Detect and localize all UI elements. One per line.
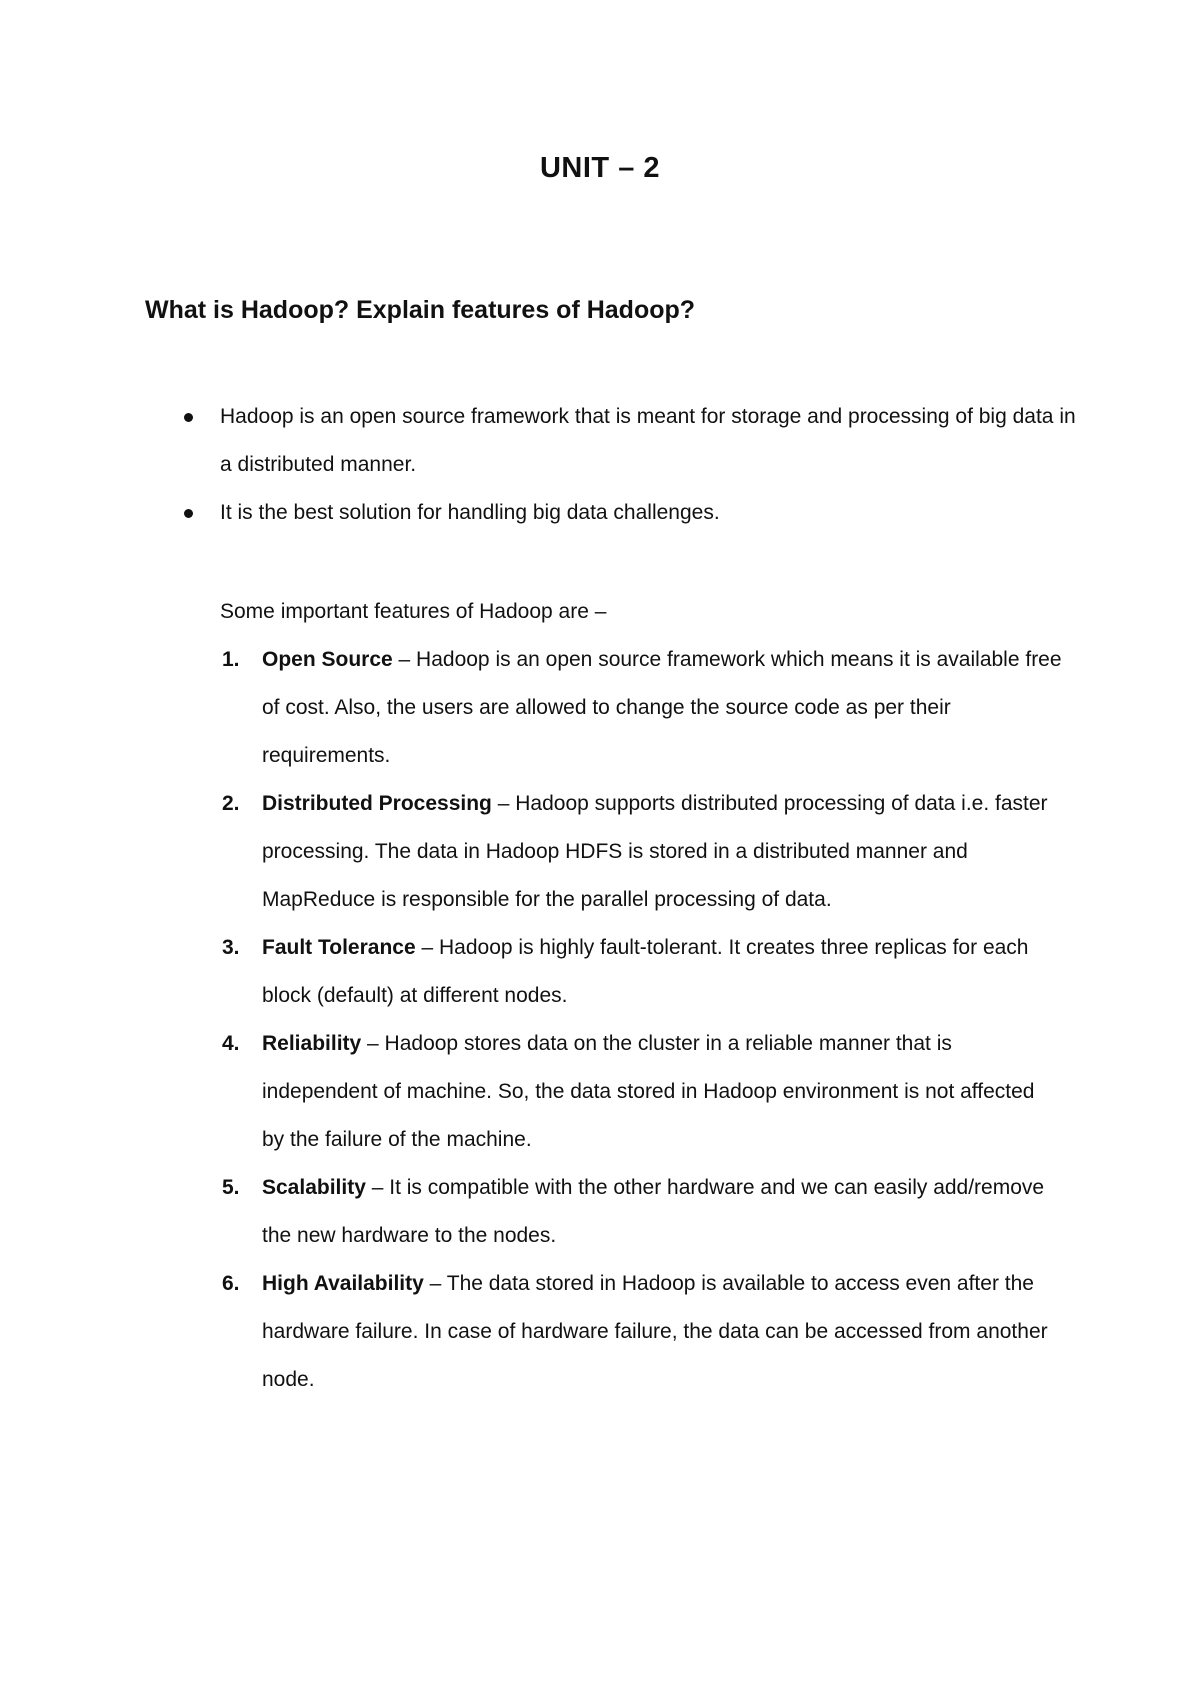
feature-name: High Availability <box>262 1272 424 1295</box>
feature-description: – Hadoop is highly fault-tolerant. It creates three replicas for each block (default) at different nodes. <box>262 936 1029 1007</box>
feature-name: Distributed Processing <box>262 792 492 815</box>
feature-name: Scalability <box>262 1176 366 1199</box>
feature-description: – Hadoop stores data on the cluster in a reliable manner that is independent of machine. So, the data stored in Hadoop environment is not affected by the failure of the machine. <box>262 1032 1035 1151</box>
bullet-dot-icon <box>184 509 193 518</box>
feature-item-scalability <box>222 1164 1062 1260</box>
unit-title: UNIT – 2 <box>539 152 661 184</box>
feature-item-open-source <box>222 636 1062 780</box>
feature-description: – It is compatible with the other hardware and we can easily add/remove the new hardware to the nodes. <box>262 1176 1045 1247</box>
feature-item-high-availability <box>222 1260 1062 1404</box>
feature-number: 1. <box>222 648 240 671</box>
feature-name: Open Source <box>262 648 393 671</box>
feature-item-fault-tolerance <box>222 924 1062 1020</box>
features-list <box>222 636 1062 1404</box>
bullet-list <box>180 393 1080 537</box>
feature-description: – Hadoop is an open source framework which means it is available free of cost. Also, the users are allowed to change the source code as per their requirements. <box>262 648 1062 767</box>
bullet-item <box>180 393 1080 489</box>
bullet-dot-icon <box>184 413 193 422</box>
feature-description: – Hadoop supports distributed processing of data i.e. faster processing. The data in Hadoop HDFS is stored in a distributed manner and MapReduce is responsible for the parallel processing of data. <box>262 792 1048 911</box>
feature-number: 6. <box>222 1272 240 1295</box>
feature-number: 5. <box>222 1176 240 1199</box>
feature-name: Fault Tolerance <box>262 936 416 959</box>
question-heading: What is Hadoop? Explain features of Hadoop? <box>145 296 696 324</box>
bullet-text: Hadoop is an open source framework that is meant for storage and processing of big data in a distributed manner. <box>220 405 1076 476</box>
feature-number: 2. <box>222 792 240 815</box>
feature-description: – The data stored in Hadoop is available to access even after the hardware failure. In case of hardware failure, the data can be accessed from another node. <box>262 1272 1048 1391</box>
features-intro: Some important features of Hadoop are – <box>220 600 607 623</box>
feature-item-reliability <box>222 1020 1062 1164</box>
bullet-text: It is the best solution for handling big data challenges. <box>220 501 720 524</box>
feature-number: 3. <box>222 936 240 959</box>
feature-name: Reliability <box>262 1032 362 1055</box>
feature-item-distributed-processing <box>222 780 1062 924</box>
feature-number: 4. <box>222 1032 240 1055</box>
bullet-item <box>180 489 1080 537</box>
